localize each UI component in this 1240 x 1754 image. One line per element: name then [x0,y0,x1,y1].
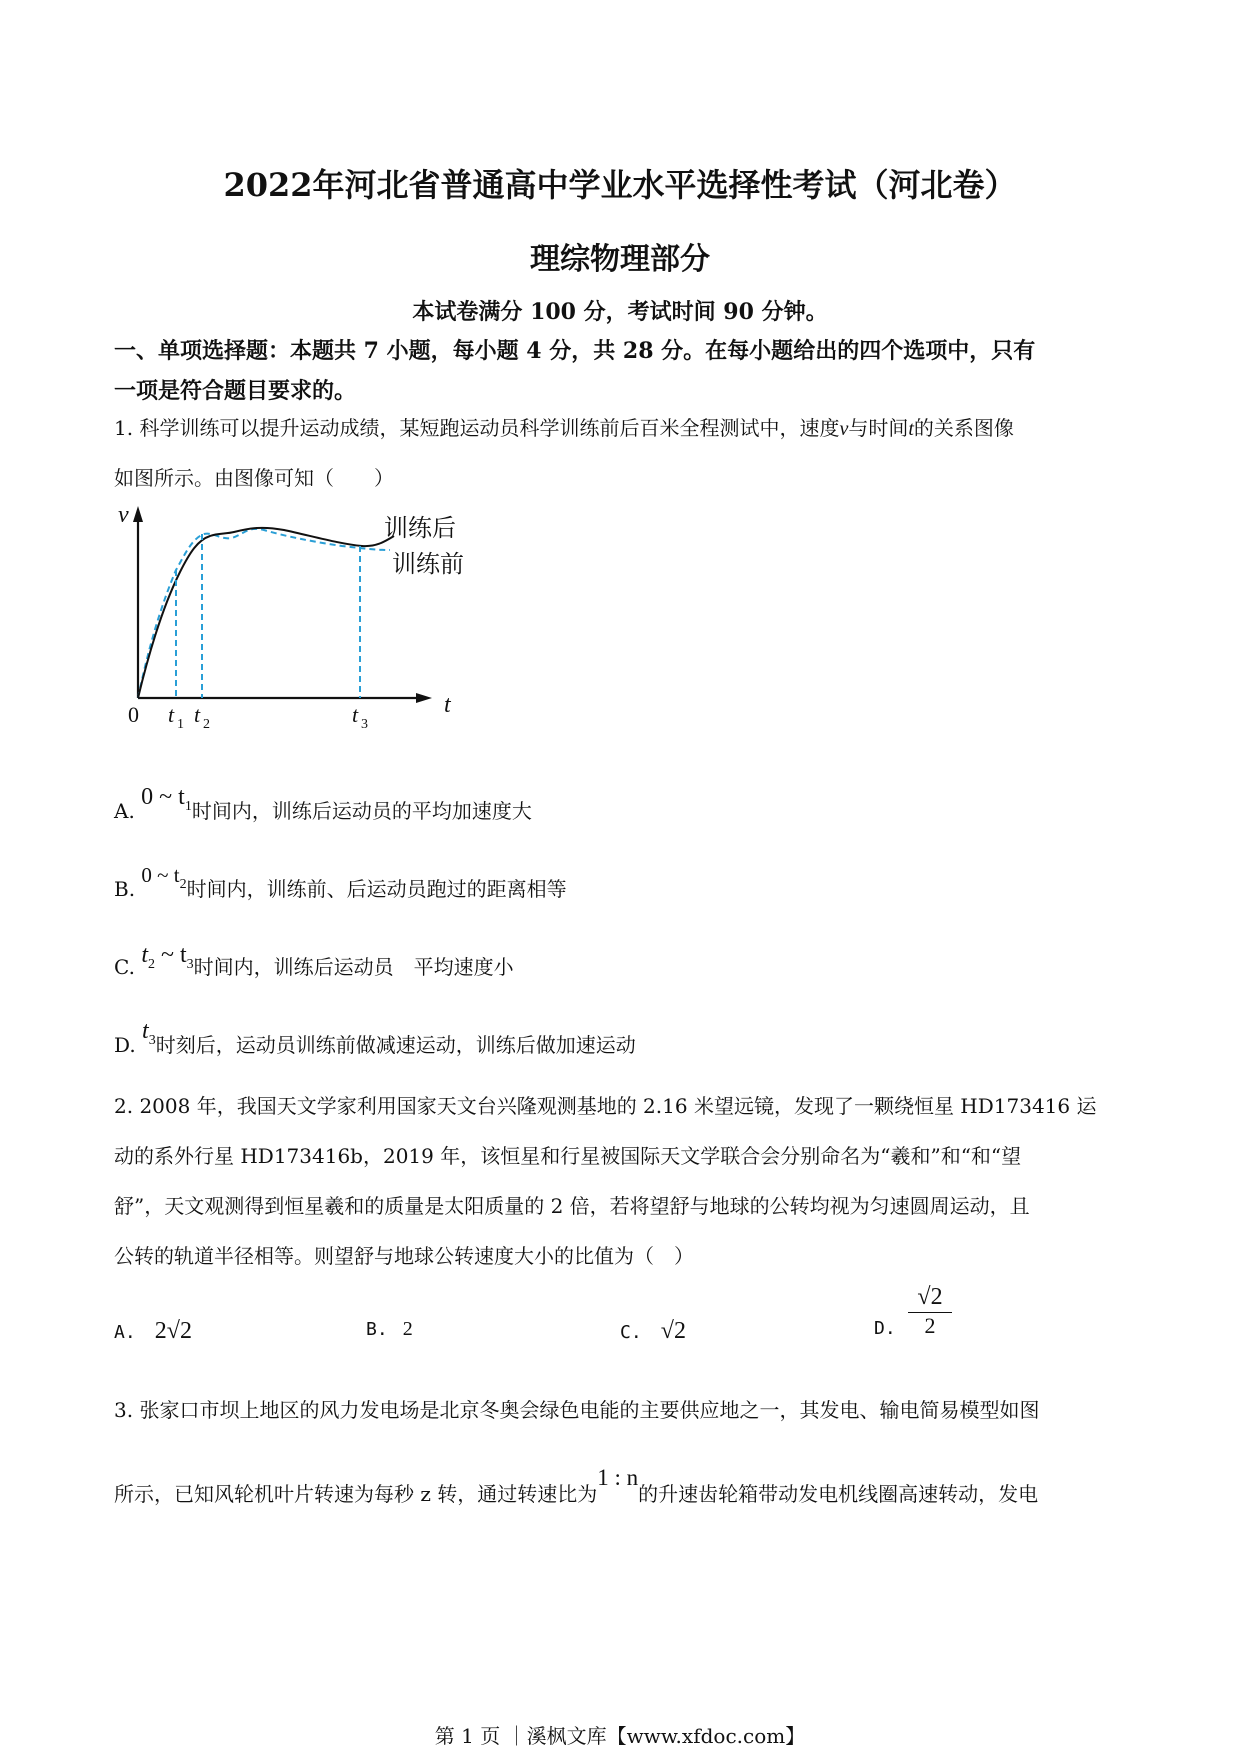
q1-option-c [114,942,514,985]
option-letter: B. [366,1319,388,1340]
q3-text-b: 的升速齿轮箱带动发电机线圈高速转动，发电 [638,1482,1039,1506]
section-heading-line2: 一项是符合题目要求的。 [114,378,357,404]
option-d-sub: 3 [148,1033,156,1048]
option-c-sub2: 3 [186,957,194,972]
option-letter: D. [874,1318,896,1339]
q1-text-b: 与时间 [848,416,909,440]
q3-line2 [114,1465,1039,1507]
q1-option-d [114,1018,636,1063]
q1-vt-graph [114,500,494,735]
option-a-math: 0 ~ t [141,784,185,810]
exam-subtitle: 理综物理部分 [530,242,710,277]
q1-line2: 如图所示。由图像可知（ ） [114,466,394,490]
tick-t2: t [194,702,201,727]
exam-title: 2022年河北省普通高中学业水平选择性考试（河北卷） [223,166,1017,204]
q1-text-a: 1. 科学训练可以提升运动成绩，某短跑运动员科学训练前后百米全程测试中，速度 [114,416,840,440]
q1-option-a [114,784,532,829]
option-a-value: 2√2 [154,1318,192,1344]
y-axis-arrow [133,506,143,522]
tick-t1-sub: 1 [177,717,184,732]
q2-option-b [366,1318,413,1341]
q2-line1: 2. 2008 年，我国天文学家利用国家天文台兴隆观测基地的 2.16 米望远镜，发现了一颗绕恒星 HD173416 运 [114,1094,1097,1118]
option-b-text: 时间内，训练前、后运动员跑过的距离相等 [186,877,567,901]
option-a-text: 时间内，训练后运动员的平均加速度大 [191,799,532,823]
option-d-text: 时刻后，运动员训练前做减速运动，训练后做加速运动 [155,1033,636,1057]
option-c-math1: t [141,942,148,968]
tick-t3: t [352,702,359,727]
q3-text-a: 所示，已知风轮机叶片转速为每秒 z 转，通过转速比为 [114,1482,598,1506]
q1-line1 [114,412,1014,441]
label-before-training: 训练前 [392,550,464,578]
option-letter: D. [114,1033,136,1057]
option-d-math: t [142,1018,149,1044]
option-d-denominator: 2 [924,1313,936,1338]
q2-option-d [874,1318,896,1339]
option-a-sub: 1 [184,799,192,814]
q1-text-c: 的关系图像 [913,416,1014,440]
q2-line3: 舒”，天文观测得到恒星羲和的质量是太阳质量的 2 倍，若将望舒与地球的公转均视为匀速圆周运动，且 [114,1194,1030,1218]
option-b-math: 0 ~ t [141,863,180,887]
option-c-math2: ~ t [154,942,187,968]
q2-option-c [620,1318,686,1345]
option-letter: B. [114,877,136,901]
option-c-value: √2 [660,1318,686,1344]
option-letter: C. [114,955,135,979]
option-b-sub: 2 [179,877,187,892]
q2-line4: 公转的轨道半径相等。则望舒与地球公转速度大小的比值为（ ） [114,1244,694,1268]
q3-ratio: 1 : n [597,1465,639,1490]
option-c-text: 时间内，训练后运动员 平均速度小 [193,955,514,979]
q2-line2: 动的系外行星 HD173416b，2019 年，该恒星和行星被国际天文学联合会分别命名为“羲和”和“和“望 [114,1144,1022,1168]
option-letter: C. [620,1322,642,1343]
option-letter: A. [114,799,135,823]
label-after-training: 训练后 [384,514,456,542]
tick-t3-sub: 3 [361,717,368,732]
tick-t2-sub: 2 [203,717,210,732]
q1-var-t: t [908,418,914,440]
origin-label: 0 [128,702,139,727]
tick-t1: t [168,702,175,727]
option-b-value: 2 [402,1318,413,1340]
x-axis-label: t [444,692,451,718]
option-c-sub1: 2 [147,957,155,972]
option-d-numerator: √2 [908,1284,952,1313]
page-footer: 第 1 页 ｜溪枫文库【www.xfdoc.com】 [434,1724,806,1748]
exam-info: 本试卷满分 100 分，考试时间 90 分钟。 [412,299,828,325]
x-axis-arrow [416,693,432,703]
q3-line1: 3. 张家口市坝上地区的风力发电场是北京冬奥会绿色电能的主要供应地之一，其发电、输电简易模型如图 [114,1398,1040,1422]
q1-var-v: v [839,418,849,440]
y-axis-label: v [118,502,129,528]
section-heading-line1: 一、单项选择题：本题共 7 小题，每小题 4 分，共 28 分。在每小题给出的四个选项中，只有 [114,338,1036,364]
q2-option-d-fraction [908,1284,952,1339]
q1-option-b [114,863,567,907]
option-letter: A. [114,1322,136,1343]
q2-option-a [114,1318,192,1345]
